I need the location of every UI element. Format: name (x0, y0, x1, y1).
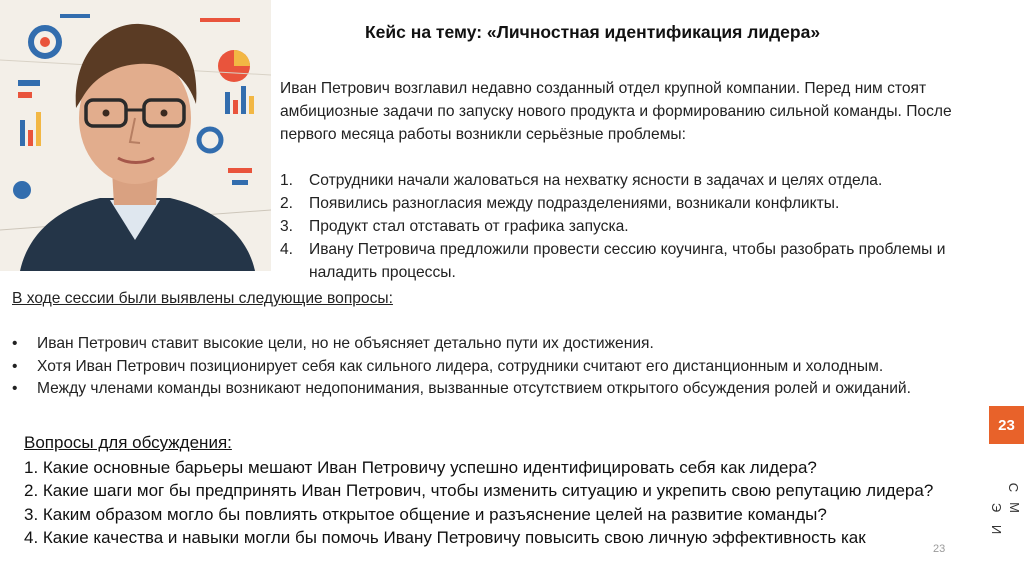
slide-number: 23 (933, 543, 946, 555)
session-issues-list (12, 333, 1012, 401)
portrait-image (0, 0, 271, 271)
side-letter: М (1006, 502, 1022, 513)
session-heading: В ходе сессии были выявлены следующие вопросы: (12, 290, 393, 307)
slide-title: Кейс на тему: «Личностная идентификация лидера» (365, 22, 821, 42)
list-item-text: Сотрудники начали жаловаться на нехватку ясности в задачах и целях отдела. (309, 172, 883, 189)
list-item-text: Хотя Иван Петрович позиционирует себя как сильного лидера, сотрудники считают его дистанционным и холодным. (37, 357, 884, 375)
list-item (280, 169, 980, 192)
question-item: 4. Какие качества и навыки могли бы помочь Ивану Петровичу повысить свою личную эффективность как (24, 527, 866, 547)
list-item (280, 215, 980, 238)
discussion-questions-list (24, 456, 984, 549)
question-item: 3. Каким образом могло бы повлиять открытое общение и разъяснение целей на развитие команды? (24, 504, 827, 524)
list-item-text: Продукт стал отставать от графика запуска. (309, 218, 629, 235)
list-item-text: Ивану Петровича предложили провести сессию коучинга, чтобы разобрать проблемы и наладить процессы. (309, 241, 946, 281)
list-number: 4. (280, 241, 294, 258)
bullet-icon: • (12, 357, 18, 375)
questions-heading: Вопросы для обсуждения: (24, 433, 232, 452)
question-item: 1. Какие основные барьеры мешают Иван Петровичу успешно идентифицировать себя как лидера? (24, 458, 817, 477)
list-item (280, 192, 980, 215)
list-item-text: Между членами команды возникают недопонимания, вызванные отсутствием открытого обсуждения ролей и ожиданий. (37, 380, 911, 397)
side-letter: Э (989, 502, 1005, 513)
side-letter: И (989, 524, 1005, 535)
list-item-text: Появились разногласия между подразделениями, возникали конфликты. (309, 195, 840, 212)
side-letter: С (1006, 482, 1022, 493)
list-number: 3. (280, 218, 294, 235)
case-intro-paragraph: Иван Петрович возглавил недавно созданный отдел крупной компании. Перед ним стоят амбициозные задачи по запуску нового продукта и формированию сильной команды. После первого месяца работы возникли серьёзные проблемы: (280, 80, 952, 143)
list-item (12, 333, 1012, 356)
question-item: 2. Какие шаги мог бы предпринять Иван Петрович, чтобы изменить ситуацию и укрепить свою репутацию лидера? (24, 481, 934, 501)
problems-list (280, 169, 980, 284)
bullet-icon: • (12, 380, 18, 397)
list-number: 1. (280, 172, 294, 189)
page-number-badge: 23 (989, 406, 1024, 444)
list-item (12, 378, 1012, 401)
list-item (280, 238, 980, 284)
list-item-text: Иван Петрович ставит высокие цели, но не объясняет детально пути их достижения. (37, 335, 654, 352)
list-item (12, 356, 1012, 379)
side-letters (990, 480, 1020, 540)
list-number: 2. (280, 195, 294, 212)
bullet-icon: • (12, 335, 18, 352)
